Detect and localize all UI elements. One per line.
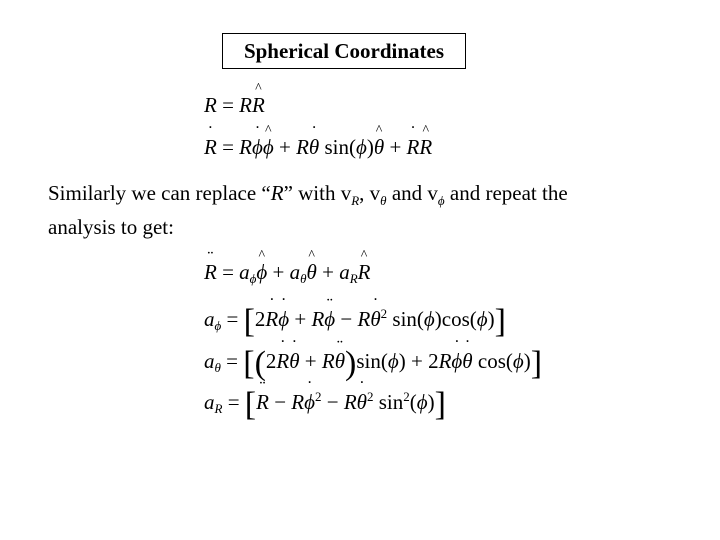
equation-acceleration: ¨ $R = a_\phi\^{}$ $\phi + a_\theta\^{}$ $\theta + a_R\^{}$ R (204, 262, 370, 285)
body-line-2: analysis to get: (48, 215, 174, 240)
equation-a-phi: $a_\phi$ = [2˙ R˙ ϕ + R¨ ϕ − R˙ $\theta^2$ sin(ϕ)cos(ϕ)] (204, 305, 506, 339)
body-line-1: Similarly we can replace “R” with $v_R$, $v_\theta$ and $v_\phi$ and repeat the (48, 181, 568, 209)
equation-a-theta: $a_\theta$ = [(2˙ R˙ θ + R¨ θ)sin(ϕ) + 2R˙ ϕ˙ θ cos(ϕ)] (204, 347, 542, 381)
equation-a-r: $a_R$ = [¨ R − R˙ $\phi^2$ − R˙ $\theta^2$ $\sin^2(\phi)$] (204, 388, 446, 422)
slide-title: Spherical Coordinates (222, 33, 466, 69)
body-paragraph (48, 180, 688, 241)
equation-position: R = R^ R (204, 95, 265, 116)
equation-velocity: ˙ R = R˙ ϕ^ ϕ + R˙ θ sin(ϕ)^ θ + ˙ R^ R (204, 137, 432, 158)
